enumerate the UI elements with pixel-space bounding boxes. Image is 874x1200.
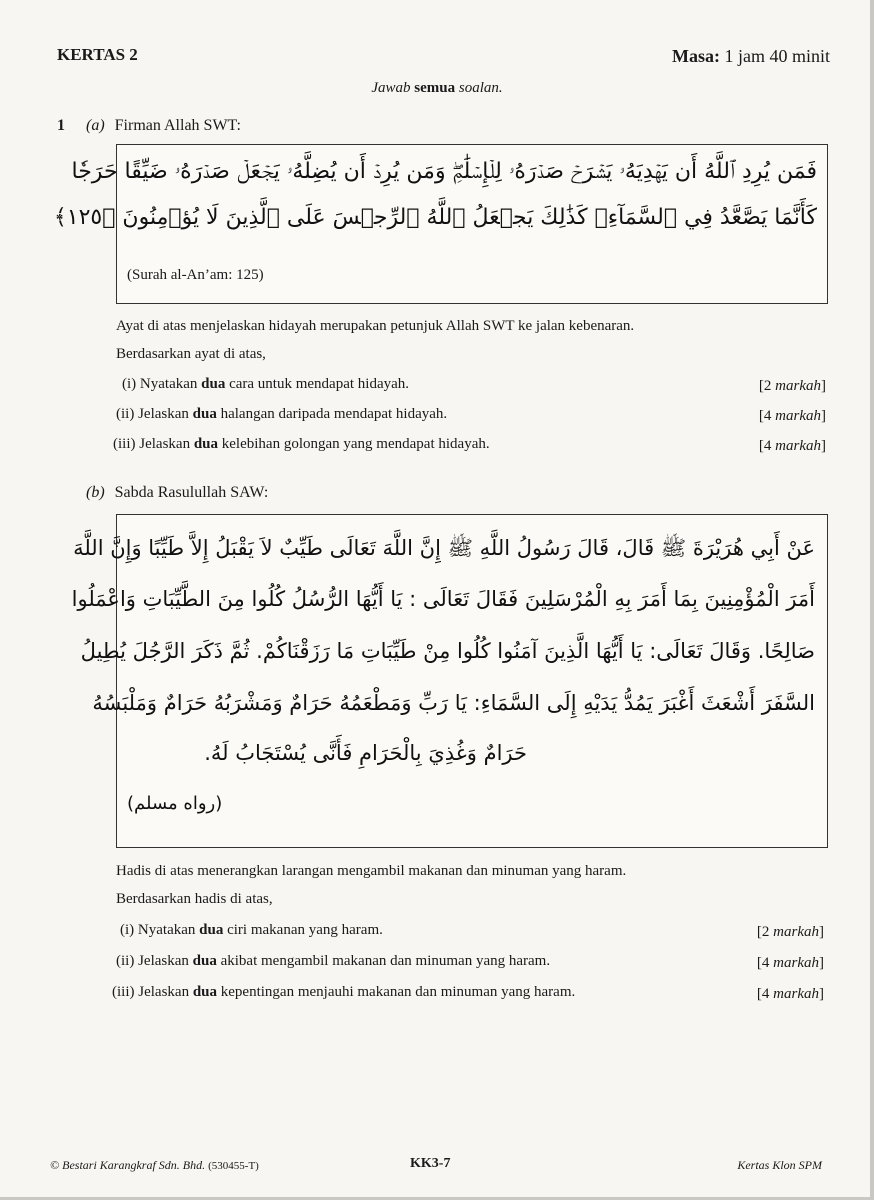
marks-word: markah — [775, 378, 821, 394]
part-a-letter: (a) — [86, 117, 105, 134]
marks-num: [4 — [756, 986, 774, 1002]
part-b-item-ii-marks — [757, 955, 824, 972]
quran-verse-line-2: كَأَنَّمَا يَصَّعَّدُ فِي ٱلسَّمَآءِۚ كَذَٰلِكَ يَجۡعَلُ ٱللَّهُ ٱلرِّجۡسَ عَلَى ٱلَّذِينَ لَا يُؤۡمِنُونَ ﴿١٢٥﴾ — [53, 205, 817, 230]
time-allowed — [672, 46, 830, 67]
hadith-source: (رواه مسلم) — [127, 793, 223, 814]
item-number: (ii) — [116, 406, 135, 422]
footer-copyright — [50, 1158, 259, 1173]
part-a-lead: Berdasarkan ayat di atas, — [116, 346, 266, 362]
part-b-title: Sabda Rasulullah SAW: — [114, 484, 269, 501]
part-b-item-i — [120, 922, 383, 939]
quran-source: (Surah al-An’am: 125) — [127, 267, 264, 283]
marks-num: [2 — [756, 924, 774, 940]
item-text: halangan daripada mendapat hidayah. — [216, 406, 448, 422]
part-b-heading — [86, 484, 268, 502]
item-number: (ii) — [116, 953, 135, 969]
item-verb: Nyatakan — [137, 922, 200, 938]
marks-num: [4 — [758, 408, 776, 424]
marks-word: markah — [773, 924, 819, 940]
item-verb: Jelaskan — [138, 406, 193, 422]
part-a-item-i — [122, 376, 409, 393]
hadith-line-3: صَالِحًا. وَقَالَ تَعَالَى: يَا أَيُّهَا الَّذِينَ آمَنُوا كُلُوا مِنْ طَيِّبَاتِ مَا رَزَقْنَاكُمْ. ثُمَّ ذَكَرَ الرَّجُلَ يُطِيلُ — [80, 639, 815, 663]
marks-end: ] — [821, 408, 826, 424]
part-a-description: Ayat di atas menjelaskan hidayah merupakan petunjuk Allah SWT ke jalan kebenaran. — [116, 318, 635, 334]
part-b-description: Hadis di atas menerangkan larangan mengambil makanan dan minuman yang haram. — [116, 863, 627, 879]
instruction — [0, 80, 874, 97]
item-text: ciri makanan yang haram. — [223, 922, 383, 938]
footer-series: Kertas Klon SPM — [737, 1158, 822, 1172]
item-bold: dua — [192, 984, 218, 1000]
part-b-letter: (b) — [86, 484, 105, 501]
item-verb: Jelaskan — [139, 436, 194, 452]
time-label: Masa: — [672, 46, 720, 66]
part-b-item-iii-marks — [757, 986, 824, 1003]
marks-end: ] — [819, 955, 824, 971]
part-a-item-iii — [113, 436, 490, 453]
marks-word: markah — [775, 438, 821, 454]
item-verb: Nyatakan — [139, 376, 202, 392]
item-bold: dua — [201, 376, 226, 392]
part-b-item-i-marks — [757, 924, 824, 941]
part-a-heading — [86, 117, 241, 135]
item-verb: Jelaskan — [138, 984, 193, 1000]
item-number: (iii) — [112, 984, 135, 1000]
paper-label: KERTAS 2 — [57, 45, 138, 64]
item-text: akibat mengambil makanan dan minuman yang haram. — [216, 953, 551, 969]
hadith-line-2: أَمَرَ الْمُؤْمِنِينَ بِمَا أَمَرَ بِهِ الْمُرْسَلِينَ فَقَالَ تَعَالَى : يَا أَيُّهَا الرُّسُلُ كُلُوا مِنَ الطَّيِّبَاتِ وَاعْمَلُوا — [71, 587, 815, 611]
item-verb: Jelaskan — [138, 953, 193, 969]
item-text: cara untuk mendapat hidayah. — [225, 376, 410, 392]
item-number: (i) — [120, 922, 135, 938]
quran-verse-box — [53, 144, 828, 304]
item-number: (i) — [122, 376, 137, 392]
part-b-lead: Berdasarkan hadis di atas, — [116, 891, 273, 907]
part-a-item-i-marks — [759, 378, 826, 395]
item-text: kepentingan menjauhi makanan dan minuman yang haram. — [217, 984, 576, 1000]
item-bold: dua — [193, 436, 219, 452]
item-number: (iii) — [113, 436, 136, 452]
part-a-item-ii — [116, 406, 447, 423]
hadith-box — [71, 514, 828, 848]
item-bold: dua — [192, 953, 217, 969]
part-b-item-ii — [116, 953, 550, 970]
time-value: 1 jam 40 minit — [724, 46, 830, 66]
item-bold: dua — [192, 406, 217, 422]
marks-num: [4 — [758, 438, 776, 454]
marks-num: [4 — [756, 955, 774, 971]
part-a-title: Firman Allah SWT: — [114, 117, 241, 134]
marks-num: [2 — [758, 378, 776, 394]
marks-end: ] — [819, 924, 824, 940]
quran-verse-line-1: فَمَن يُرِدِ ٱللَّهُ أَن يَهۡدِيَهُۥ يَشۡرَحۡ صَدۡرَهُۥ لِلۡإِسۡلَٰمِۖ وَمَن يُرِدۡ أَن يُضِلَّهُۥ يَجۡعَلۡ صَدۡرَهُۥ ضَيِّقًا حَرَجٗا — [71, 159, 817, 184]
part-a-item-iii-marks — [759, 438, 826, 455]
marks-word: markah — [773, 955, 819, 971]
instruction-pre: Jawab — [371, 80, 415, 96]
hadith-line-1: عَنْ أَبِي هُرَيْرَةَ ﷺ قَالَ، قَالَ رَسُولُ اللَّهِ ﷺ إِنَّ اللَّهَ تَعَالَى طَيِّبٌ لاَ يَقْبَلُ إِلاَّ طَيِّبًا وَإِنَّ اللَّهَ — [73, 536, 815, 560]
instruction-bold: semua — [414, 80, 456, 96]
page-edge-right — [870, 0, 874, 1200]
hadith-line-4: السَّفَرَ أَشْعَثَ أَغْبَرَ يَمُدُّ يَدَيْهِ إِلَى السَّمَاءِ: يَا رَبِّ وَمَطْعَمُهُ حَرَامٌ وَمَشْرَبُهُ حَرَامٌ وَمَلْبَسُهُ — [92, 691, 815, 715]
hadith-line-5: حَرَامٌ وَغُذِيَ بِالْحَرَامِ فَأَنَّى يُسْتَجَابُ لَهُ. — [204, 741, 527, 765]
registration-number: (530455-T) — [208, 1160, 259, 1172]
marks-end: ] — [821, 438, 826, 454]
marks-end: ] — [819, 986, 824, 1002]
footer-page-code: KK3-7 — [410, 1156, 451, 1171]
part-b-item-iii — [112, 984, 575, 1001]
marks-end: ] — [821, 378, 826, 394]
part-a-item-ii-marks — [759, 408, 826, 425]
copyright-text: © Bestari Karangkraf Sdn. Bhd. — [50, 1158, 206, 1172]
question-number: 1 — [57, 117, 65, 134]
item-bold: dua — [199, 922, 224, 938]
marks-word: markah — [773, 986, 819, 1002]
marks-word: markah — [775, 408, 821, 424]
item-text: kelebihan golongan yang mendapat hidayah. — [218, 436, 490, 452]
instruction-post: soalan. — [455, 80, 503, 96]
